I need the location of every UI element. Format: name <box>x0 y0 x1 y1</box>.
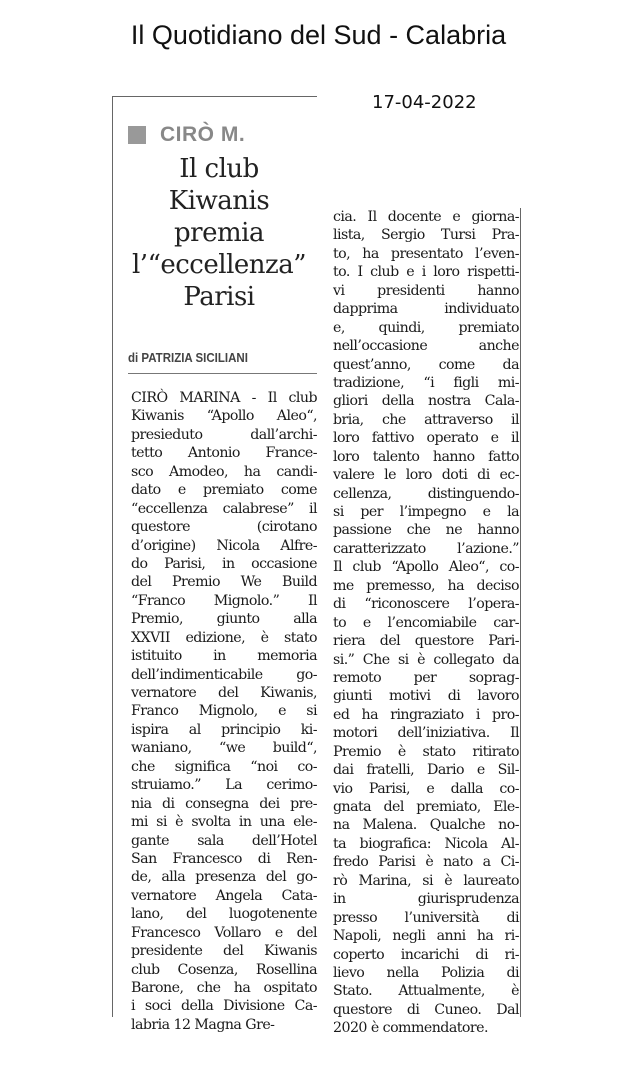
article-text-line: struiamo.” La cerimo- <box>131 777 317 794</box>
kicker-text: CIRÒ M. <box>160 123 246 146</box>
article-text-line: me premesso, ha deciso <box>333 577 519 594</box>
article-text-line: Il club “Apollo Aleo“, co- <box>333 559 519 576</box>
article-text-line: motori dell’iniziativa. Il <box>333 725 519 742</box>
article-text-line: to e l’encomiabile car- <box>333 614 519 631</box>
headline-line: Il club <box>179 154 259 184</box>
article-column-left <box>112 96 317 1033</box>
headline-line: Kiwanis <box>168 186 270 216</box>
article-text-line: questore (cirotano <box>131 519 317 536</box>
article-text-line: questore di Cuneo. Dal <box>333 1001 519 1018</box>
article-text-line: si.” Che si è collegato da <box>333 651 519 668</box>
article-text-line: bria, che attraverso il <box>333 411 519 428</box>
article-text-line: XXVII edizione, è stato <box>131 629 317 646</box>
article-text-line: vio Parisi, e dalla co- <box>333 780 519 797</box>
article-text-line: Kiwanis “Apollo Aleo“, <box>131 408 317 425</box>
article-text-line: in giurisprudenza <box>333 891 519 908</box>
article-text-line: dell’indimenticabile go- <box>131 666 317 683</box>
article-text-line: quest’anno, come da <box>333 356 519 373</box>
article-text-line: mi si è svolta in una ele- <box>131 814 317 831</box>
article-text-line: waniano, “we build“, <box>131 740 317 757</box>
article-text-line: vernatore del Kiwanis, <box>131 685 317 701</box>
article-text-line: gante sala dell’Hotel <box>131 832 317 849</box>
article-text-line: remoto per soprag- <box>333 669 519 686</box>
article-text-line: gnata del premiato, Ele- <box>333 799 519 815</box>
article-text-line: ispira al principio ki- <box>131 721 317 738</box>
article-text-line: dai fratelli, Dario e Sil- <box>333 762 519 779</box>
article-text-line: caratterizzato l’azione.” <box>333 540 519 557</box>
article-column-right <box>333 208 519 1038</box>
newspaper-masthead: Il Quotidiano del Sud - Calabria <box>130 20 507 50</box>
article-body-column-1 <box>131 389 317 1034</box>
article-text-line: e, quindi, premiato <box>333 319 519 336</box>
article-text-line: “Franco Mignolo.” Il <box>131 592 317 609</box>
article-text-line: presieduto dall’archi- <box>131 426 317 443</box>
article-text-line: i soci della Divisione Ca- <box>131 998 317 1015</box>
article-text-line: tetto Antonio France- <box>131 445 317 462</box>
article-text-line: presidente del Kiwanis <box>131 943 317 960</box>
article-text-line: San Francesco di Ren- <box>131 850 317 867</box>
article-text-line: fredo Parisi è nato a Ci- <box>333 854 519 871</box>
article-text-line: to. I club e i loro rispetti- <box>333 264 519 281</box>
headline-line: Parisi <box>183 282 255 312</box>
article-text-line: de, alla presenza del go- <box>131 869 317 886</box>
article-text-line: che significa “noi co- <box>131 758 317 775</box>
article-text-line: Stato. Attualmente, è <box>333 983 519 1000</box>
article-text-line: gliori della nostra Cala- <box>333 393 519 410</box>
article-text-line: na Malena. Qualche no- <box>333 817 519 834</box>
article-text-line: del Premio We Build <box>131 574 317 591</box>
article-text-line: to, ha presentato l’even- <box>333 245 519 262</box>
article-text-line: do Parisi, in occasione <box>131 555 317 572</box>
article-text-line: loro fattivo operato e il <box>333 430 519 447</box>
square-bullet-icon <box>128 126 146 144</box>
article-text-line: di “riconoscere l’opera- <box>333 596 519 613</box>
article-text-line: sco Amodeo, ha candi- <box>131 463 317 480</box>
article-text-line: riera del questore Pari- <box>333 633 519 650</box>
article-clipping <box>112 96 519 1037</box>
article-text-line: lano, del luogotenente <box>131 906 317 923</box>
byline-divider <box>128 373 317 374</box>
article-text-line: coperto incarichi di ri- <box>333 946 519 963</box>
article-text-line: club Cosenza, Rosellina <box>131 961 317 978</box>
article-text-line: vernatore Angela Cata- <box>131 887 317 904</box>
article-text-line: lista, Sergio Tursi Pra- <box>333 227 519 244</box>
article-text-line: Franco Mignolo, e si <box>131 703 317 720</box>
article-text-line: nia di consegna dei pre- <box>131 795 317 812</box>
article-text-line: ta biografica: Nicola Al- <box>333 835 519 852</box>
article-text-line: “eccellenza calabrese” il <box>131 500 317 517</box>
article-text-line: loro talento hanno fatto <box>333 448 519 465</box>
article-text-line: Francesco Vollaro e del <box>131 924 317 941</box>
article-text-line: tradizione, “i figli mi- <box>333 374 519 391</box>
article-kicker <box>128 123 245 147</box>
article-byline: di PATRIZIA SICILIANI <box>128 351 248 365</box>
article-text-line: dato e premiato come <box>131 482 317 499</box>
headline-line: l’“eccellenza” <box>131 250 307 280</box>
article-headline <box>121 153 317 313</box>
column-right-border <box>520 208 521 1017</box>
article-body-column-2 <box>333 208 519 1038</box>
article-text-line: d’origine) Nicola Alfre- <box>131 537 317 554</box>
article-text-line: nell’occasione anche <box>333 338 519 355</box>
article-text-line: Premio, giunto alla <box>131 611 317 628</box>
article-text-line: istituito in memoria <box>131 648 317 665</box>
article-text-line: CIRÒ MARINA - Il club <box>131 390 317 406</box>
article-text-line: 2020 è commendatore. <box>333 1020 488 1037</box>
article-text-line: cia. Il docente e giorna- <box>333 209 519 225</box>
article-text-line: passione che ne hanno <box>333 522 519 539</box>
article-text-line: si per l’impegno e la <box>333 504 519 520</box>
article-text-line: rò Marina, si è laureato <box>333 872 519 889</box>
article-text-line: giunti motivi di lavoro <box>333 688 519 705</box>
article-text-line: valere le loro doti di ec- <box>333 467 519 484</box>
article-text-line: dapprima individuato <box>333 301 519 318</box>
article-text-line: ed ha ringraziato i pro- <box>333 706 519 723</box>
article-text-line: labria 12 Magna Gre- <box>131 1016 275 1033</box>
article-text-line: lievo nella Polizia di <box>333 964 519 981</box>
publication-date: 17-04-2022 <box>372 92 477 113</box>
headline-line: premia <box>174 218 264 248</box>
article-text-line: Premio è stato ritirato <box>333 743 519 760</box>
article-text-line: Barone, che ha ospitato <box>131 980 317 996</box>
article-text-line: vi presidenti hanno <box>333 282 519 299</box>
article-text-line: presso l’università di <box>333 909 519 926</box>
article-text-line: Napoli, negli anni ha ri- <box>333 928 519 945</box>
article-text-line: cellenza, distinguendo- <box>333 485 519 502</box>
